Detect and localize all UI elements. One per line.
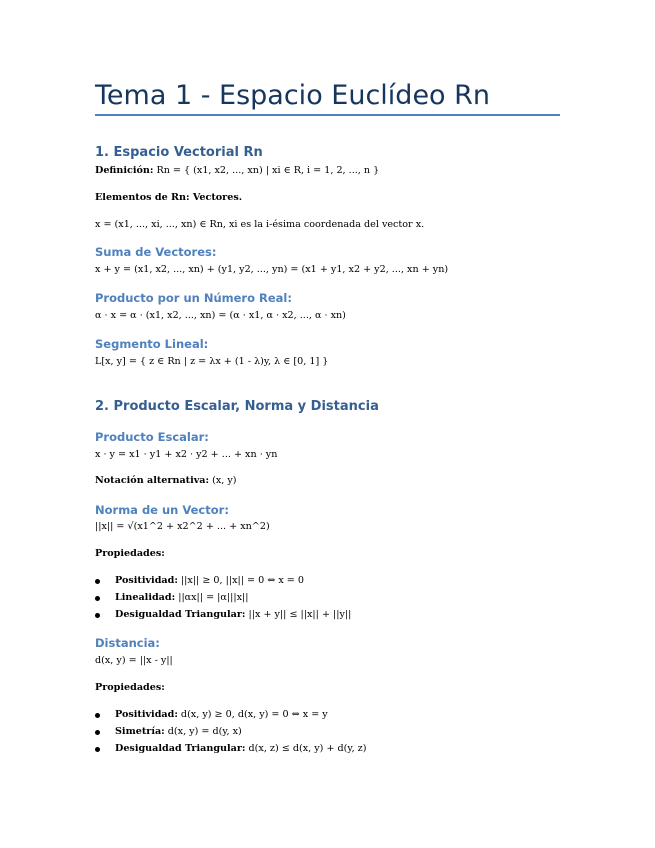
prop-label: Linealidad: [115,592,176,603]
prop-label: Simetría: [115,726,165,737]
title-underline [95,114,560,116]
definition-line [95,164,379,178]
bullet-icon [95,713,100,718]
prop-text: d(x, y) = d(y, x) [164,726,242,737]
section-heading-espacio-vectorial: 1. Espacio Vectorial Rn [95,145,263,160]
subheading-suma-vectores: Suma de Vectores: [95,245,217,259]
definition-text: Rn = { (x1, x2, ..., xn) | xi ∈ R, i = 1, 2, ..., n } [153,165,380,176]
bullet-icon [95,596,100,601]
norma-formula: ||x|| = √(x1^2 + x2^2 + ... + xn^2) [95,521,270,532]
producto-formula: α · x = α · (x1, x2, ..., xn) = (α · x1, α · x2, ..., α · xn) [95,310,346,321]
section-heading-producto-escalar: 2. Producto Escalar, Norma y Distancia [95,399,379,414]
prop-text: ||x + y|| ≤ ||x|| + ||y|| [245,609,352,620]
prop-text: ||αx|| = |α|||x|| [175,592,249,603]
prop-text: d(x, z) ≤ d(x, y) + d(y, z) [245,743,367,754]
prop-label: Desigualdad Triangular: [115,609,246,620]
bullet-icon [95,730,100,735]
notacion-line [95,474,237,488]
prop-label: Positividad: [115,575,178,586]
segmento-formula: L[x, y] = { z ∈ Rn | z = λx + (1 - λ)y, λ ∈ [0, 1] } [95,356,329,367]
subheading-producto-escalar: Producto Escalar: [95,430,209,444]
subheading-distancia: Distancia: [95,636,160,650]
distancia-formula: d(x, y) = ||x - y|| [95,655,173,666]
prop-text: d(x, y) ≥ 0, d(x, y) = 0 ⇔ x = y [177,709,328,720]
dist-props-label: Propiedades: [95,682,165,693]
prop-label: Positividad: [115,709,178,720]
notacion-label: Notación alternativa: [95,475,210,486]
notacion-text: (x, y) [209,475,237,486]
prop-label: Desigualdad Triangular: [115,743,246,754]
norma-props-label: Propiedades: [95,548,165,559]
bullet-icon [95,613,100,618]
subheading-producto-real: Producto por un Número Real: [95,291,292,305]
definition-label: Definición: [95,165,154,176]
elements-line: Elementos de Rn: Vectores. [95,192,243,203]
suma-formula: x + y = (x1, x2, ..., xn) + (y1, y2, ..., yn) = (x1 + y1, x2 + y2, ..., xn + yn) [95,264,449,275]
subheading-segmento-lineal: Segmento Lineal: [95,337,209,351]
bullet-icon [95,747,100,752]
prop-text: ||x|| ≥ 0, ||x|| = 0 ⇔ x = 0 [177,575,304,586]
vector-coordinates-line: x = (x1, ..., xi, ..., xn) ∈ Rn, xi es la i-ésima coordenada del vector x. [95,219,425,230]
page-title: Tema 1 - Espacio Euclídeo Rn [95,80,491,111]
bullet-icon [95,579,100,584]
subheading-norma: Norma de un Vector: [95,503,229,517]
escalar-formula: x · y = x1 · y1 + x2 · y2 + ... + xn · yn [95,449,278,460]
